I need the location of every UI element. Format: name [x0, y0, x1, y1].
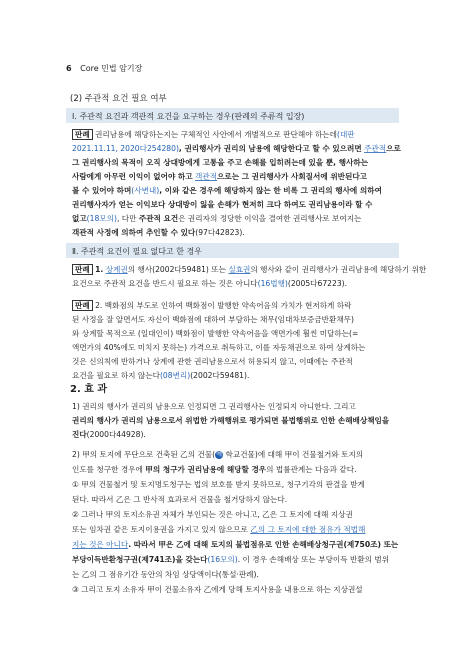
page-header — [66, 64, 142, 73]
para4-line-2: 권리의 행사가 권리의 남용으로서 위법한 가해행위로 평가되면 불법행위로 인한 손해배상책임을 — [72, 416, 390, 425]
book-title: Core 민법 암기장 — [80, 64, 143, 73]
subsection-heading-1: Ⅰ. 주관적 요건과 객관적 요건을 요구하는 경우(판례의 주류적 입장) — [72, 112, 305, 121]
para5-line-3: ① 甲의 건물철거 및 토지명도청구는 법의 보호를 받지 못하므로, 청구기각의 판결을 받게 — [72, 480, 365, 489]
para3-line-1: 판례 2. 백화점의 부도로 인하여 백화점이 발행한 약속어음의 가치가 현저하게 하락 — [72, 301, 351, 310]
para5-line-8: 부당이득반환청구권(제741조)을 갖는다(16모의). 이 경우 손해배상 또는 부당이득 반환의 범위 — [72, 555, 390, 564]
para1-line-1: 판례 권리남용에 해당하는지는 구체적인 사안에서 개별적으로 판단해야 하는데(대판 — [72, 130, 355, 139]
para5-line-7: 지는 것은 아니다. 따라서 甲은 乙에 대해 토지의 불법점유로 인한 손해배상청구권(제750조) 또는 — [72, 540, 399, 549]
precedent-badge: 판례 — [72, 264, 93, 275]
para5-line-5: ② 그러나 甲의 토지소유권 자체가 부인되는 것은 아니고, 乙은 그 토지에 대해 지상권 — [72, 510, 353, 519]
para4-line-3: 진다(2000다44928). — [72, 430, 146, 439]
para3-line-5: 것은 신의칙에 반하거나 상계에 관한 권리남용으로서 허용되지 않고, 이때에는 주관적 — [72, 357, 353, 366]
section-heading-effect: 2. 효 과 — [70, 384, 108, 395]
precedent-badge: 판례 — [72, 300, 93, 311]
para3-line-6: 요건을 필요로 하지 않는다(08변리)(2002다59481). — [72, 371, 250, 380]
para4-line-1: 1) 권리의 행사가 권리의 남용으로 인정되면 그 권리행사는 인정되지 아니한다. 그리고 — [72, 402, 356, 411]
page-number: 6 — [66, 64, 72, 73]
section-heading: (2) 주관적 요건 필요 여부 — [70, 94, 167, 104]
para2-line-2: 요건으로 주관적 요건을 반드시 필요로 하는 것은 아니다(16법행)(2005다67223). — [72, 279, 348, 288]
para1-line-4: 사람에게 아무런 이익이 없어야 하고 객관적으로는 그 권리행사가 사회질서에 위반된다고 — [72, 172, 367, 181]
example-badge: 예 — [216, 451, 223, 458]
para1-line-6: 권리행사자가 얻는 이익보다 상대방이 잃을 손해가 현저히 크다 하여도 권리남용이라 할 수 — [72, 200, 373, 209]
para5-line-4: 된다. 따라서 乙은 그 반사적 효과로서 건물을 철거당하지 않는다. — [72, 495, 288, 504]
para5-line-10: ③ 그리고 토지 소유자 甲이 건물소유자 乙에게 당해 토지사용을 내용으로 하는 지상권설 — [72, 585, 363, 594]
para5-line-9: 는 乙의 그 점유기간 동안의 차임 상당액이다(통설·판례). — [72, 570, 259, 579]
para3-line-4: 액면가의 40%에도 미치지 못하는) 가격으로 취득하고, 이를 자동채권으로 하여 상계하는 — [72, 343, 366, 352]
para1-line-5: 볼 수 있어야 하며(사변내), 이와 같은 경우에 해당하지 않는 한 비록 그 권리의 행사에 의하여 — [72, 186, 382, 195]
para1-line-3: 그 권리행사의 목적이 오직 상대방에게 고통을 주고 손해를 입히려는데 있을 뿐, 행사하는 — [72, 158, 369, 167]
subsection-heading-2: Ⅱ. 주관적 요건이 필요 없다고 한 경우 — [72, 247, 202, 256]
para5-line-6: 또는 임차권 같은 토지이용권을 가지고 있지 않으므로 乙의 그 토지에 대한 점유가 적법해 — [72, 525, 366, 534]
precedent-badge: 판례 — [72, 129, 93, 140]
para1-line-2: 2021.11.11, 2020다254280), 권리행사가 권리의 남용에 해당한다고 할 수 있으려면 주관적으로 — [72, 144, 401, 153]
para2-line-1: 판례 1. 상계권의 행사(2002다59481) 또는 실효권의 행사와 같이 권리행사가 권리남용에 해당하기 위한 — [72, 265, 426, 274]
para3-line-2: 된 사정을 잘 알면서도 자신이 백화점에 대하여 부담하는 채무(임대차보증금반환채무) — [72, 315, 354, 324]
para3-line-3: 와 상계할 목적으로 (일대인이) 백화점이 발행한 약속어음을 액면가에 훨씬 미달하는(= — [72, 329, 359, 338]
para5-line-1: 2) 甲의 토지에 무단으로 건축된 乙의 건물(예 학교건물)에 대해 甲이 건물철거와 토지의 — [72, 450, 364, 459]
para1-line-7: 없고(18모의), 다만 주관적 요건은 권리자의 정당한 이익을 결여한 권리행사로 보여지는 — [72, 214, 362, 223]
para5-line-2: 인도를 청구한 경우에 甲의 청구가 권리남용에 해당할 경우의 법률관계는 다음과 같다. — [72, 465, 357, 474]
para1-line-8: 객관적 사정에 의하여 추인할 수 있다(97다42823). — [72, 228, 245, 237]
